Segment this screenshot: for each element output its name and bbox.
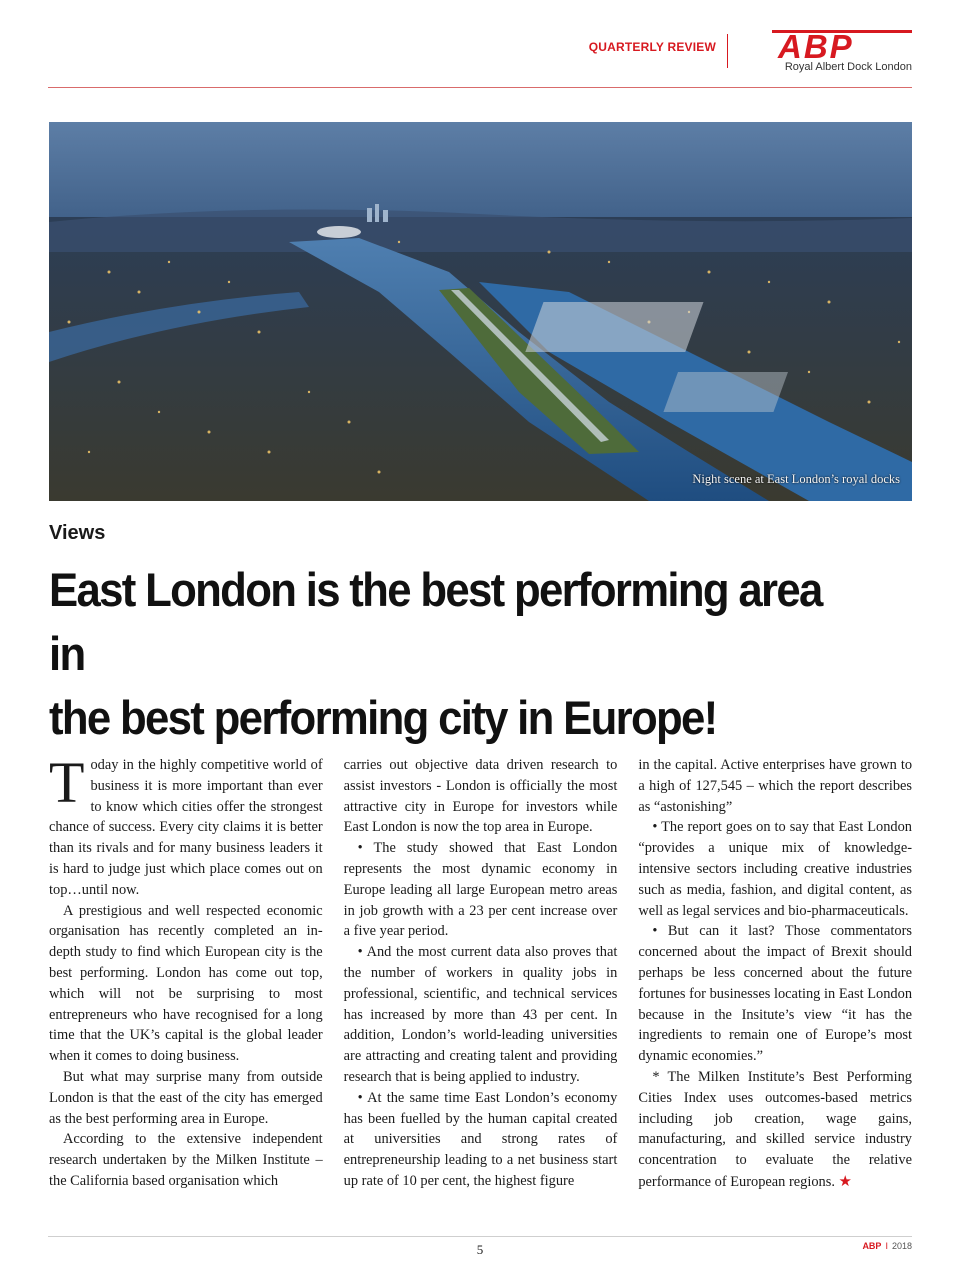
paragraph <box>638 1067 912 1193</box>
article-body <box>49 750 913 1215</box>
paragraph: • But can it last? Those commentators concerned about the impact of Brexit should perhaps be less concerned about the future fortunes for businesses locating in East London because in the Insitute’s view “it has the ingredients to remain one of Europe’s most dynamic economies.” <box>638 923 913 1065</box>
paragraph-text: oday in the highly competitive world of business it is more important than ever to know which cities offer the strongest chance of success. Every city claims it is better than its rivals and for many business leaders it is hard to judge just which place comes out on top…until now. <box>49 757 323 898</box>
night-docks-image <box>49 122 912 501</box>
section-title: QUARTERLY REVIEW <box>588 40 716 54</box>
paragraph: A prestigious and well respected economic organisation has recently completed an in-depth study to find which European city is the best performing. London has come out top, which will not be surprising to most entrepreneurs who have recognised for a long time that the UK’s capital is the global leader when it comes to doing business. <box>49 902 323 1065</box>
paragraph: carries out objective data driven research to assist investors - London is officially the most attractive city in Europe for investors while East London is now the top area in Europe. <box>343 757 618 836</box>
paragraph <box>49 750 323 901</box>
footer-brand <box>862 1241 912 1251</box>
column-2 <box>344 755 618 1215</box>
abp-logo-mark <box>772 28 912 62</box>
abp-logo <box>772 28 912 72</box>
footer-year: 2018 <box>891 1241 912 1251</box>
footer-rule <box>48 1236 912 1237</box>
paragraph: in the capital. Active enterprises have grown to a high of 127,545 – which the report describes as “astonishing” <box>638 757 913 815</box>
star-icon: ★ <box>838 1171 852 1190</box>
logo-text: ABP <box>778 28 854 62</box>
page-number: 5 <box>476 1242 484 1257</box>
headline-line-2: the best performing city in Europe! <box>49 691 717 744</box>
paragraph: According to the extensive independent research undertaken by the Milken Institute – the California based organisation which <box>49 1131 323 1189</box>
photo-caption: Night scene at East London’s royal docks <box>692 472 900 486</box>
paragraph: • The report goes on to say that East London “provides a unique mix of knowledge-intensive sectors including creative industries such as media, fashion, and digital content, as well as legal services and bio-pharmaceuticals. <box>638 819 913 919</box>
page-header <box>48 28 912 88</box>
paragraph-text: * The Milken Institute’s Best Performing Cities Index uses outcomes-based metrics including job creation, wage gains, manufacturing, and skilled service industry concentration to evaluate the relative performance of European regions. <box>638 1068 913 1190</box>
drop-cap: T <box>49 750 85 815</box>
paragraph: But what may surprise many from outside London is that the east of the city has emerged as the best performing area in Europe. <box>49 1068 323 1127</box>
column-1 <box>49 750 323 1215</box>
header-divider <box>727 34 729 68</box>
logo-subtitle: Royal Albert Dock London <box>784 61 912 73</box>
footer-brand-name: ABP <box>862 1241 882 1251</box>
column-3 <box>638 755 912 1215</box>
paragraph: • And the most current data also proves that the number of workers in quality jobs in professional, scientific, and technical services has increased by more than 43 per cent. In addition, London’s world-leading universities are attracting and creating talent and providing research that is being applied to industry. <box>343 944 618 1085</box>
section-label: Views <box>49 522 106 544</box>
footer-separator: I <box>885 1241 888 1251</box>
article-headline <box>49 558 867 750</box>
paragraph: • At the same time East London’s economy has been fuelled by the human capital created at universities and strong rates of entrepreneurship leading to a net business start up rate of 10 per cent, the highest figure <box>343 1089 618 1189</box>
hero-photo <box>49 122 912 501</box>
headline-line-1: East London is the best performing area in <box>49 563 822 680</box>
paragraph: • The study showed that East London represents the most dynamic economy in Europe leading all large European metro areas in job growth with a 23 per cent increase over a five year period. <box>343 840 618 940</box>
